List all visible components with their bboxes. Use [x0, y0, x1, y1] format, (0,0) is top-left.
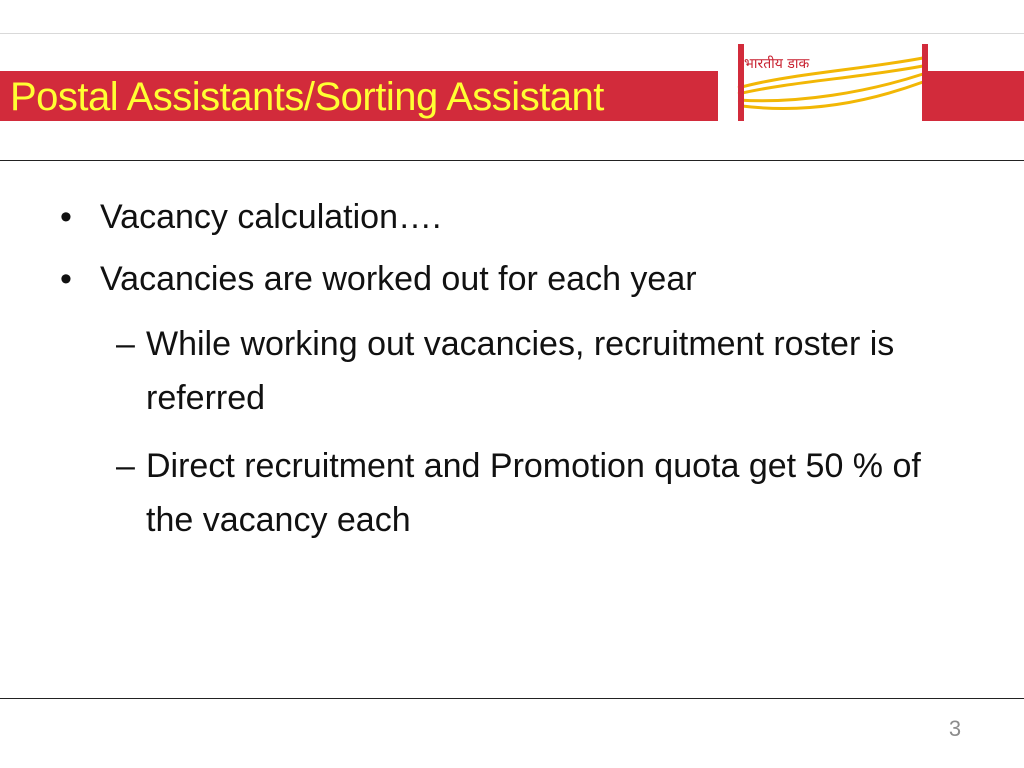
dash-glyph: –: [116, 447, 135, 485]
top-divider: [0, 33, 1024, 34]
india-post-logo: [718, 44, 928, 121]
sub-bullet-text: While working out vacancies, recruitment roster is referred: [146, 325, 895, 417]
dash-glyph: –: [116, 325, 135, 363]
logo-bar-right: [922, 44, 928, 121]
bullet-glyph: •: [60, 198, 72, 236]
slide-title: Postal Assistants/Sorting Assistant: [10, 75, 604, 119]
logo-bar-left: [738, 44, 744, 121]
bullet-text: Vacancy calculation….: [100, 198, 442, 236]
logo-text: भारतीय डाक: [744, 56, 810, 72]
bullet-text: Vacancies are worked out for each year: [100, 260, 697, 298]
sub-bullet-text: Direct recruitment and Promotion quota get 50 % of the vacancy each: [146, 447, 921, 539]
page-number: 3: [948, 716, 962, 741]
footer-divider: [0, 698, 1024, 699]
header-divider: [0, 160, 1024, 161]
bullet-glyph: •: [60, 260, 72, 298]
